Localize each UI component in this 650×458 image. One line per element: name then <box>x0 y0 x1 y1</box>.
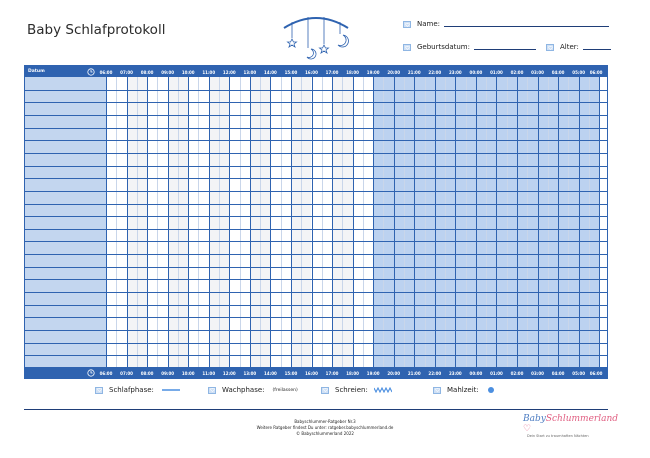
hour-line <box>250 77 251 368</box>
hour-label: 18:00 <box>346 69 359 75</box>
name-label: Name: <box>417 20 441 28</box>
hour-line <box>127 77 128 368</box>
hour-label: 05:00 <box>572 370 586 376</box>
dot-icon <box>487 386 495 394</box>
half-hour-line <box>527 77 528 368</box>
hour-label: 20:00 <box>387 69 401 75</box>
baby-mobile-icon <box>280 10 352 62</box>
hour-line <box>496 77 497 368</box>
legend-sleep <box>95 386 180 394</box>
half-hour-line <box>322 77 323 368</box>
half-hour-line <box>445 77 446 368</box>
hour-label: 02:00 <box>510 69 524 75</box>
footer-line2: Weitere Ratgeber findest Du unter: ratgeber.babyschlummerland.de <box>256 425 394 430</box>
hour-line <box>291 77 292 368</box>
half-hour-line <box>363 77 364 368</box>
hour-label: 07:00 <box>120 370 133 376</box>
wake-note: (freilassen) <box>272 387 298 393</box>
hour-label: 20:00 <box>387 370 401 376</box>
half-hour-line <box>178 77 179 368</box>
birth-label: Geburtsdatum: <box>417 43 470 51</box>
hour-label: 06:00 <box>99 370 113 376</box>
hour-label: 19:00 <box>366 370 380 376</box>
hour-label: 06:00 <box>589 370 603 376</box>
hour-label: 12:00 <box>222 69 236 75</box>
hour-label: 11:00 <box>202 370 216 376</box>
hour-label: 03:00 <box>531 370 544 376</box>
row-divider <box>25 128 607 129</box>
heart-icon <box>403 44 411 51</box>
legend-cry <box>321 386 392 394</box>
hour-line <box>394 77 395 368</box>
hour-label: 14:00 <box>264 370 277 376</box>
row-divider <box>25 355 607 356</box>
hour-label: 23:00 <box>448 370 462 376</box>
row-divider <box>25 178 607 179</box>
hour-label: 21:00 <box>407 69 421 75</box>
hour-line <box>558 77 559 368</box>
half-hour-line <box>383 77 384 368</box>
hour-label: 09:00 <box>161 69 175 75</box>
half-hour-line <box>486 77 487 368</box>
half-hour-line <box>240 77 241 368</box>
half-hour-line <box>589 77 590 368</box>
row-divider <box>25 102 607 103</box>
hour-label: 17:00 <box>325 69 339 75</box>
hour-label: 10:00 <box>181 69 195 75</box>
hour-label: 03:00 <box>531 69 544 75</box>
grid-header-top <box>25 66 607 77</box>
sleep-label: Schlafphase: <box>109 386 154 394</box>
row-divider <box>25 115 607 116</box>
hour-label: 07:00 <box>120 69 133 75</box>
hour-line <box>106 77 107 368</box>
row-divider <box>25 90 607 91</box>
hour-label: 08:00 <box>140 69 154 75</box>
hour-line <box>332 77 333 368</box>
hour-line <box>168 77 169 368</box>
meal-label: Mahlzeit: <box>447 386 479 394</box>
name-field[interactable] <box>403 20 609 28</box>
legend-meal <box>433 386 495 394</box>
row-divider <box>25 343 607 344</box>
half-hour-line <box>548 77 549 368</box>
brand-tagline: Dein Start zu traumhaften Nächten <box>527 434 589 438</box>
half-hour-line <box>425 77 426 368</box>
birth-line[interactable] <box>474 49 536 50</box>
birth-field[interactable] <box>403 43 536 51</box>
hour-label: 15:00 <box>284 370 298 376</box>
footer-divider <box>24 409 608 410</box>
row-divider <box>25 140 607 141</box>
clock-icon <box>87 68 95 76</box>
brand-logo <box>523 414 619 438</box>
heart-icon <box>95 387 103 394</box>
row-divider <box>25 191 607 192</box>
row-divider <box>25 166 607 167</box>
hour-label: 13:00 <box>243 69 257 75</box>
row-divider <box>25 241 607 242</box>
half-hour-line <box>568 77 569 368</box>
half-hour-line <box>301 77 302 368</box>
hour-line <box>229 77 230 368</box>
footer-line3: © Babyschlummerland 2022 <box>296 431 354 436</box>
half-hour-line <box>116 77 117 368</box>
half-hour-line <box>260 77 261 368</box>
clock-icon <box>87 369 95 377</box>
heart-icon <box>433 387 441 394</box>
hour-label: 02:00 <box>510 370 524 376</box>
row-divider <box>25 216 607 217</box>
half-hour-line <box>466 77 467 368</box>
hour-line <box>312 77 313 368</box>
sleep-grid <box>24 65 608 379</box>
hour-line <box>538 77 539 368</box>
row-divider <box>25 204 607 205</box>
age-label: Alter: <box>560 43 579 51</box>
half-hour-line <box>342 77 343 368</box>
hour-label: 21:00 <box>407 370 421 376</box>
hour-label: 14:00 <box>264 69 277 75</box>
half-hour-line <box>157 77 158 368</box>
row-divider <box>25 229 607 230</box>
hour-line <box>435 77 436 368</box>
hour-label: 19:00 <box>366 69 380 75</box>
half-hour-line <box>137 77 138 368</box>
half-hour-line <box>198 77 199 368</box>
age-line[interactable] <box>583 49 611 50</box>
hour-label: 05:00 <box>572 69 586 75</box>
hour-line <box>373 77 374 368</box>
half-hour-line <box>507 77 508 368</box>
hour-label: 16:00 <box>305 69 318 75</box>
date-header: Datum <box>28 69 45 74</box>
name-line[interactable] <box>444 26 609 27</box>
half-hour-line <box>404 77 405 368</box>
hour-label: 06:00 <box>589 69 603 75</box>
grid-body[interactable] <box>25 77 607 368</box>
hour-line <box>599 77 600 368</box>
half-hour-line <box>219 77 220 368</box>
hour-label: 10:00 <box>181 370 195 376</box>
heart-icon <box>321 387 329 394</box>
heart-icon <box>208 387 216 394</box>
hour-label: 23:00 <box>448 69 462 75</box>
hour-label: 11:00 <box>202 69 216 75</box>
page-title: Baby Schlafprotokoll <box>27 22 166 38</box>
age-field[interactable] <box>546 43 611 51</box>
hour-label: 18:00 <box>346 370 359 376</box>
grid-header-bottom <box>25 367 607 378</box>
hour-label: 09:00 <box>161 370 175 376</box>
hour-line <box>517 77 518 368</box>
hour-line <box>476 77 477 368</box>
row-divider <box>25 330 607 331</box>
hour-line <box>353 77 354 368</box>
hour-label: 00:00 <box>469 69 483 75</box>
row-divider <box>25 317 607 318</box>
hour-line <box>270 77 271 368</box>
hour-label: 01:00 <box>490 370 503 376</box>
hour-line <box>147 77 148 368</box>
hour-label: 04:00 <box>551 370 565 376</box>
heart-outline-icon: ♡ <box>523 424 532 434</box>
hour-line <box>188 77 189 368</box>
hour-label: 04:00 <box>551 69 565 75</box>
hour-label: 16:00 <box>305 370 318 376</box>
row-divider <box>25 267 607 268</box>
row-divider <box>25 254 607 255</box>
cry-label: Schreien: <box>335 386 368 394</box>
heart-icon <box>403 21 411 28</box>
hour-label: 22:00 <box>428 69 442 75</box>
footer-line1: Babyschlummer-Ratgeber Nr.3 <box>294 419 356 424</box>
hour-line <box>209 77 210 368</box>
heart-icon <box>546 44 554 51</box>
hour-line <box>414 77 415 368</box>
hour-line <box>579 77 580 368</box>
row-divider <box>25 292 607 293</box>
hour-line <box>455 77 456 368</box>
row-divider <box>25 279 607 280</box>
hour-label: 15:00 <box>284 69 298 75</box>
hour-label: 06:00 <box>99 69 113 75</box>
row-divider <box>25 153 607 154</box>
hour-label: 13:00 <box>243 370 257 376</box>
legend-wake <box>208 386 298 394</box>
wake-label: Wachphase: <box>222 386 265 394</box>
row-divider <box>25 305 607 306</box>
hour-label: 22:00 <box>428 370 442 376</box>
sleep-line-icon <box>162 388 180 392</box>
half-hour-line <box>281 77 282 368</box>
date-column[interactable] <box>25 77 106 368</box>
hour-label: 00:00 <box>469 370 483 376</box>
brand-part2: Schlummerland <box>545 414 619 424</box>
hour-label: 01:00 <box>490 69 503 75</box>
hour-label: 17:00 <box>325 370 339 376</box>
zigzag-icon <box>374 387 392 393</box>
hour-label: 08:00 <box>140 370 154 376</box>
hour-label: 12:00 <box>222 370 236 376</box>
brand-part1: Baby <box>523 414 546 424</box>
